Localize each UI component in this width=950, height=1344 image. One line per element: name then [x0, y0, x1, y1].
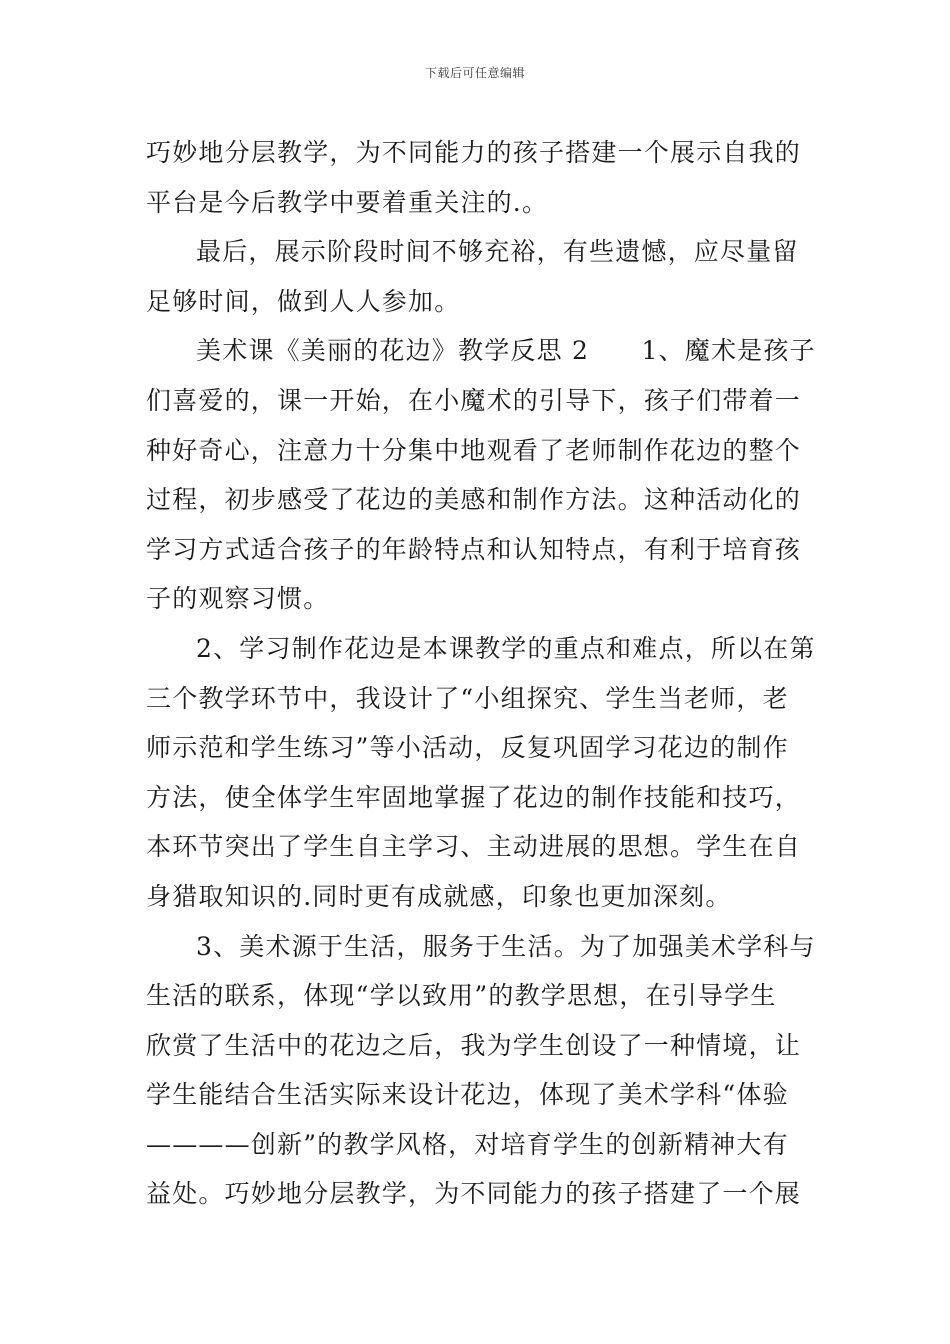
text-line: 最后，展示阶段时间不够充裕，有些遗憾，应尽量留 — [196, 237, 799, 267]
text-line: 足够时间，做到人人参加。 — [146, 286, 461, 316]
text-line: 三个教学环节中，我设计了“小组探究、学生当老师，老 — [146, 683, 789, 713]
text-line: 生活的联系，体现“学以致用”的教学思想，在引导学生 — [146, 981, 777, 1011]
text-line: 种好奇心，注意力十分集中地观看了老师制作花边的整个 — [146, 435, 802, 465]
text-line: 欣赏了生活中的花边之后，我为学生创设了一种情境，让 — [146, 1030, 802, 1060]
text-line: 巧妙地分层教学，为不同能力的孩子搭建一个展示自我的 — [146, 138, 802, 167]
page-header: 下载后可任意编辑 — [424, 66, 525, 80]
text-line: 师示范和学生练习”等小活动，反复巩固学习花边的制作 — [146, 733, 789, 763]
text-line: 益处。巧妙地分层教学，为不同能力的孩子搭建了一个展 — [146, 1179, 802, 1209]
text-line: 方法，使全体学生牢固地掌握了花边的制作技能和技巧， — [146, 782, 802, 812]
text-line: 学习方式适合孩子的年龄特点和认知特点，有利于培育孩 — [146, 534, 802, 564]
text-line: 美术课《美丽的花边》教学反思 2 1、魔术是孩子 — [196, 336, 816, 366]
text-line: 们喜爱的，课一开始，在小魔术的引导下，孩子们带着一 — [146, 385, 802, 415]
text-line: 子的观察习惯。 — [146, 584, 330, 614]
text-line: 过程，初步感受了花边的美感和制作方法。这种活动化的 — [146, 485, 802, 515]
document-body — [146, 128, 816, 1219]
text-line: 本环节突出了学生自主学习、主动进展的思想。学生在自 — [146, 832, 802, 862]
text-line: 学生能结合生活实际来设计花边，体现了美术学科“体验 — [146, 1080, 789, 1110]
text-line: 3、美术源于生活，服务于生活。为了加强美术学科与 — [196, 931, 816, 961]
text-line: ————创新”的教学风格，对培育学生的创新精神大有 — [146, 1129, 789, 1159]
text-line: 平台是今后教学中要着重关注的.。 — [146, 187, 549, 217]
text-line: 身猎取知识的.同时更有成就感，印象也更加深刻。 — [146, 881, 732, 911]
text-line: 2、学习制作花边是本课教学的重点和难点，所以在第 — [196, 633, 816, 663]
